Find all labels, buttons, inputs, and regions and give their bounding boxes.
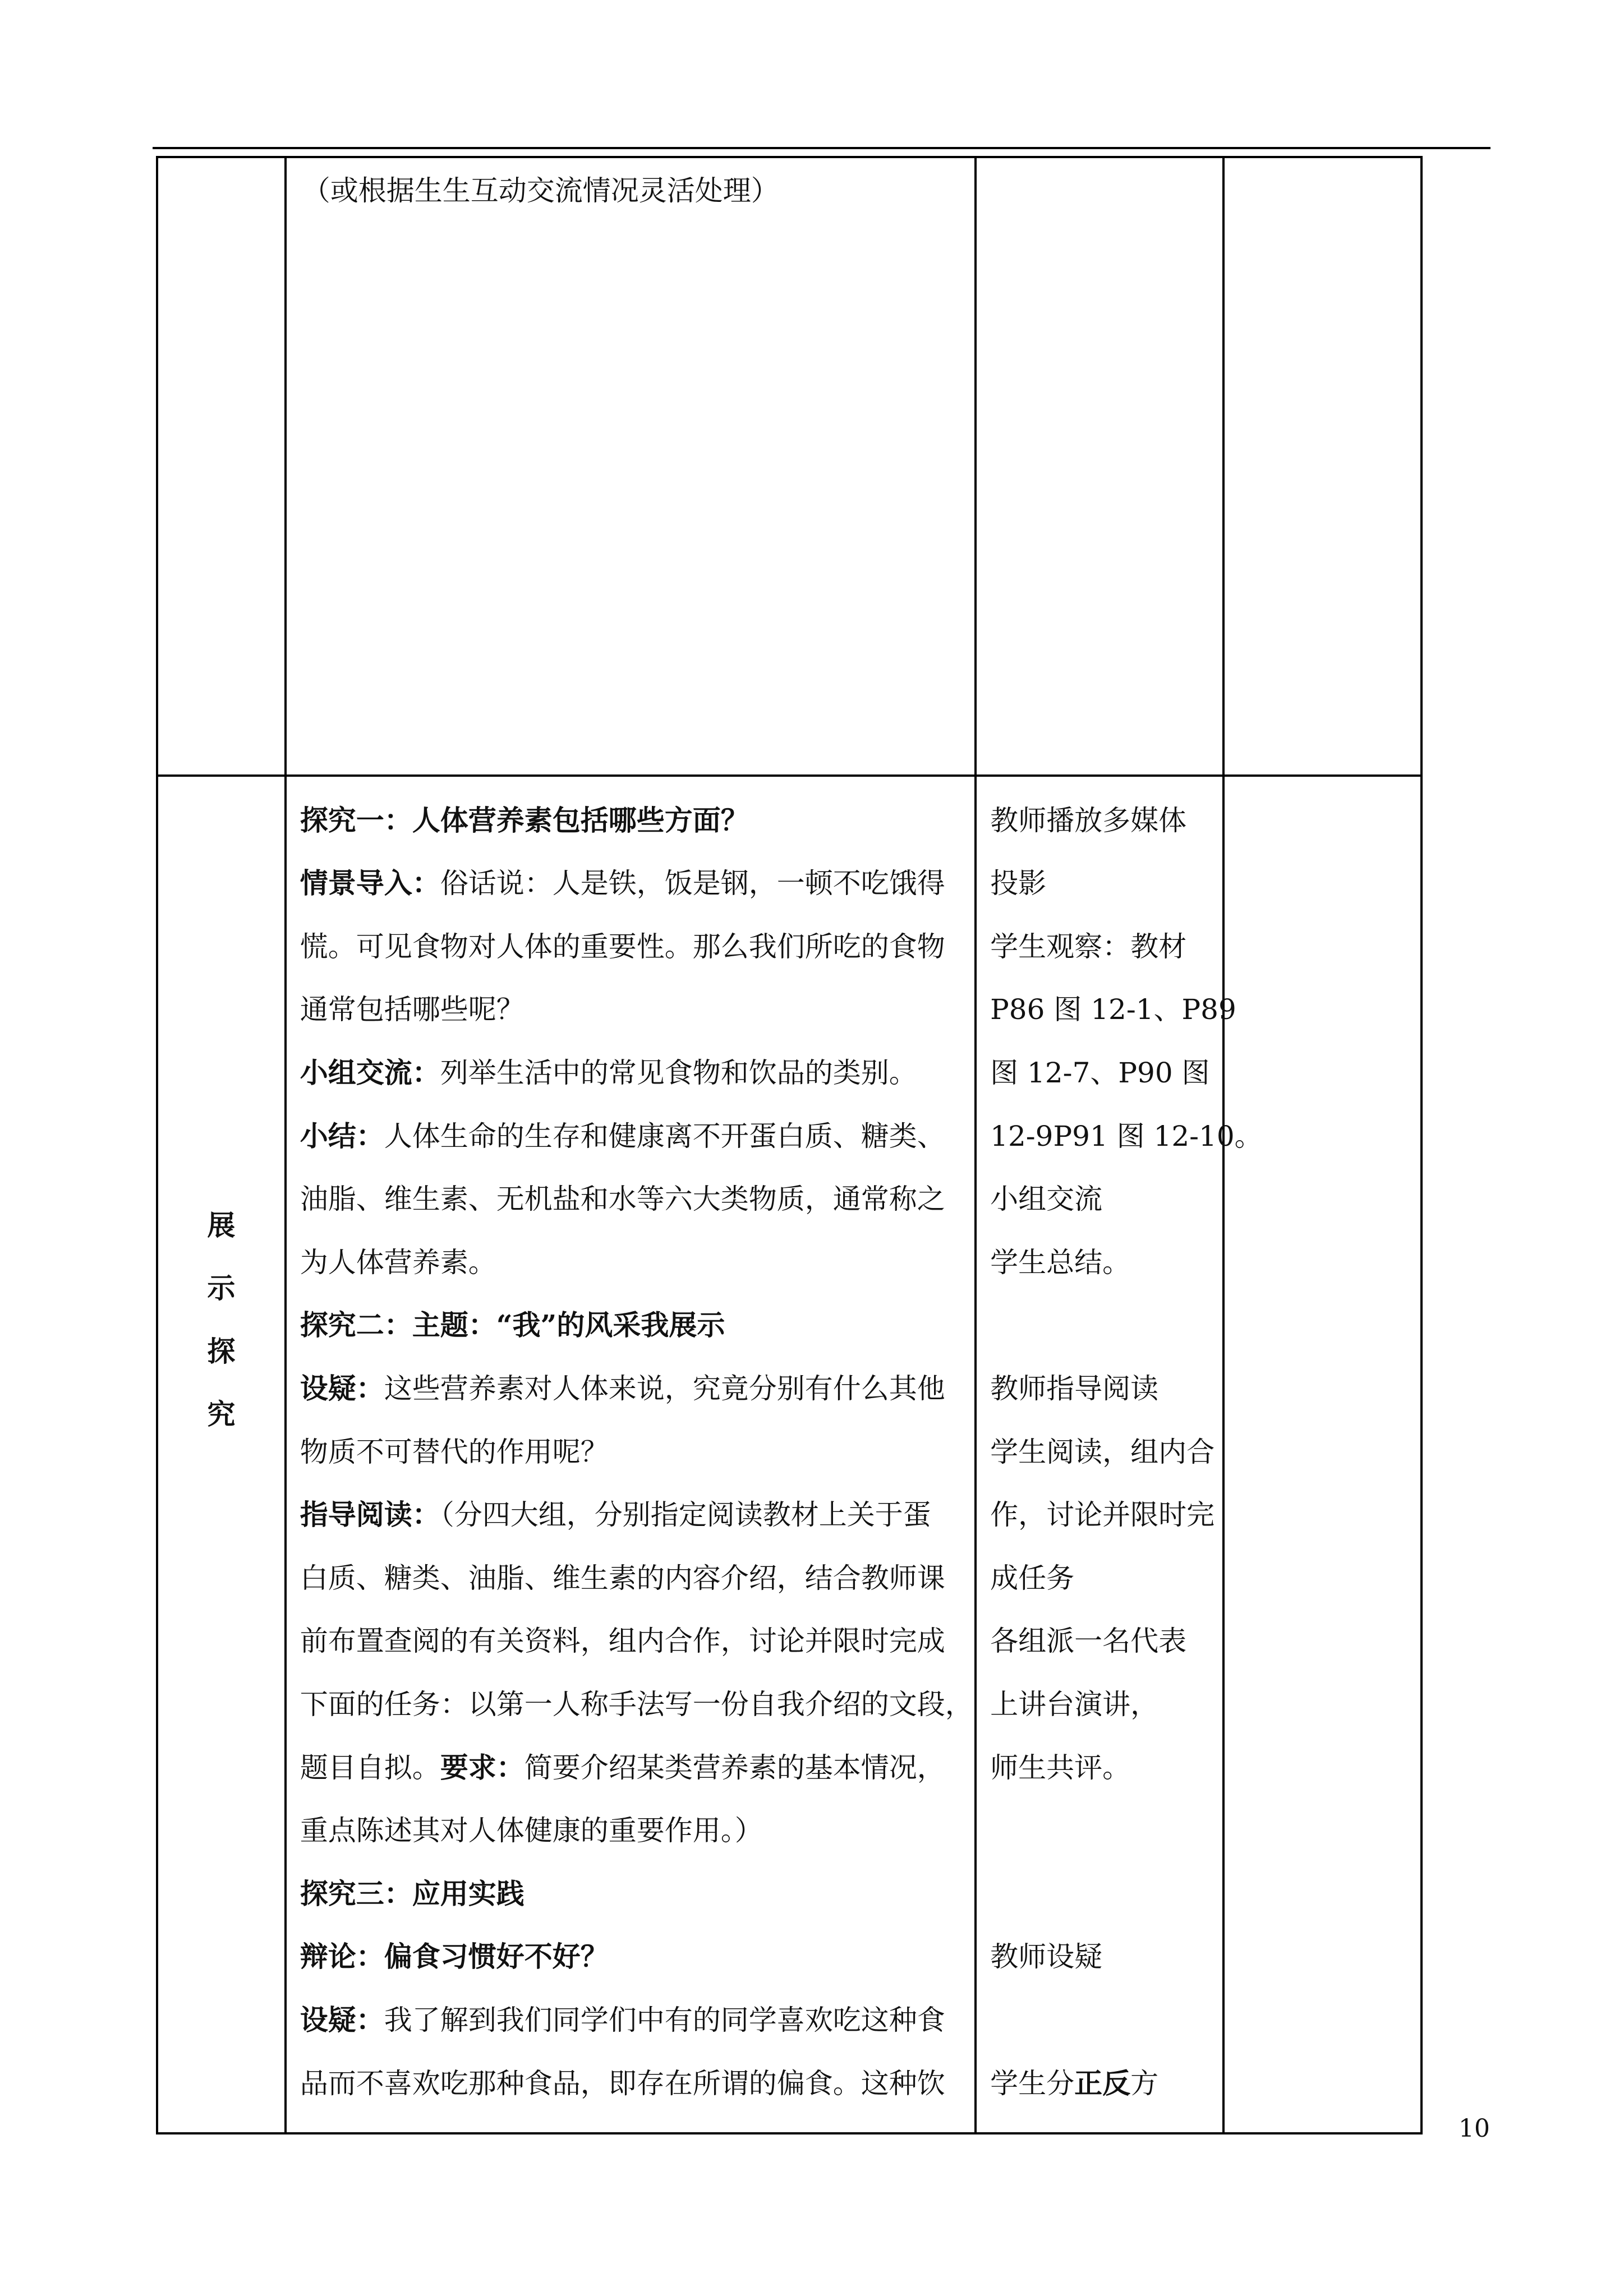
text-run: 学生观察：教材	[990, 930, 1187, 963]
content-line	[300, 1862, 974, 1926]
text-run: 我了解到我们同学们中有的同学喜欢吃这种食	[384, 2003, 945, 2036]
text-run: 各组派一名代表	[990, 1625, 1187, 1658]
text-run: 为人体营养素。	[300, 1246, 496, 1279]
text-run: 通常包括哪些呢？	[300, 993, 525, 1026]
text-run: 图 12-7、P90 图	[990, 1057, 1210, 1089]
activity-line	[990, 1547, 1222, 1610]
bold-text-run: 正反	[1074, 2066, 1131, 2100]
activity-line	[990, 1231, 1222, 1294]
text-run: 这些营养素对人体来说，究竟分别有什么其他	[384, 1372, 945, 1405]
text-run: 油脂、维生素、无机盐和水等六大类物质，通常称之	[300, 1183, 945, 1216]
activity-line	[990, 1610, 1222, 1673]
text-run: 俗话说：人是铁，饭是钢，一顿不吃饿得	[440, 867, 945, 900]
bold-text-run: 指导阅读：	[300, 1498, 440, 1532]
flexible-handling-note: （或根据生生互动交流情况灵活处理）	[302, 174, 779, 207]
content-line	[300, 1041, 974, 1105]
content-line	[300, 1105, 974, 1168]
content-line	[300, 852, 974, 915]
content-cell	[286, 776, 976, 2133]
activity-line	[990, 1294, 1222, 1357]
text-run: 教师设疑	[990, 1940, 1103, 1974]
bold-text-run: 探究三：应用实践	[300, 1877, 525, 1910]
activity-line	[990, 978, 1236, 1041]
activity-line	[990, 1862, 1222, 1926]
content-line	[300, 1357, 974, 1421]
content-line	[300, 1925, 974, 1989]
content-line	[300, 1547, 974, 1610]
content-line	[300, 1168, 974, 1231]
content-line	[300, 1421, 974, 1484]
bold-text-run: 要求：	[440, 1750, 525, 1784]
text-run: 物质不可替代的作用呢？	[300, 1435, 609, 1468]
text-run: P86 图 12-1、P89	[990, 993, 1236, 1026]
text-run: 前布置查阅的有关资料，组内合作，讨论并限时完成	[300, 1625, 945, 1658]
page-number: 10	[1459, 2114, 1490, 2143]
text-run: 列举生活中的常见食物和饮品的类别。	[440, 1057, 917, 1089]
bold-text-run: 探究二：主题：“我”的风采我展示	[300, 1308, 725, 1342]
text-run: 上讲台演讲，	[990, 1688, 1159, 1721]
content-cell	[286, 157, 976, 776]
activity-cell	[976, 776, 1263, 2133]
content-line	[300, 978, 974, 1041]
bold-text-run: 辩论：偏食习惯好不好？	[300, 1940, 609, 1974]
content-line	[300, 1673, 974, 1736]
activity-line	[990, 1041, 1222, 1105]
activity-line	[990, 1799, 1222, 1862]
text-run: 教师指导阅读	[990, 1372, 1159, 1405]
bold-text-run: 探究一：人体营养素包括哪些方面？	[300, 803, 749, 837]
text-run: 简要介绍某类营养素的基本情况，	[524, 1751, 945, 1784]
activity-line	[990, 1168, 1222, 1231]
activity-line	[990, 1483, 1222, 1547]
inquiry-content	[287, 777, 974, 2115]
content-line	[300, 789, 974, 852]
activity-line	[990, 1421, 1222, 1484]
activity-line	[990, 1357, 1222, 1421]
section-label-cell-empty	[157, 157, 286, 776]
section-label-char: 展	[207, 1208, 236, 1242]
section-label-char: 探	[207, 1334, 236, 1368]
section-label-char: 示	[207, 1271, 236, 1305]
text-run: 慌。可见食物对人体的重要性。那么我们所吃的食物	[300, 930, 945, 963]
text-run: 成任务	[990, 1561, 1075, 1594]
activity-line	[990, 2052, 1222, 2115]
section-label	[158, 777, 284, 1446]
text-run: 12-9P91 图 12-10。	[990, 1119, 1263, 1152]
text-run: 题目自拟。	[300, 1751, 440, 1784]
activity-cell	[976, 157, 1223, 776]
section-label-char: 究	[207, 1398, 236, 1431]
text-run: 小组交流	[990, 1183, 1103, 1216]
table-row	[157, 157, 1421, 776]
text-run: 教师播放多媒体	[990, 804, 1187, 837]
activity-line	[990, 1736, 1222, 1800]
content-line	[300, 1231, 974, 1294]
text-run: 作，讨论并限时完	[990, 1499, 1215, 1532]
teacher-student-activities	[977, 777, 1263, 2115]
activity-line	[990, 915, 1222, 979]
table-row	[157, 776, 1421, 2133]
content-line	[300, 1989, 974, 2052]
text-run: 白质、糖类、油脂、维生素的内容介绍，结合教师课	[300, 1561, 945, 1594]
bold-text-run: 设疑：	[300, 1371, 384, 1405]
content-line	[300, 915, 974, 979]
content-line	[300, 2052, 974, 2115]
text-run: 人体生命的生存和健康离不开蛋白质、糖类、	[384, 1119, 945, 1152]
text-run: 品而不喜欢吃那种食品，即存在所谓的偏食。这种饮	[300, 2067, 945, 2100]
activity-line	[990, 789, 1222, 852]
activity-line	[990, 1105, 1263, 1168]
text-run: 学生阅读，组内合	[990, 1435, 1215, 1468]
text-run: （分四大组，分别指定阅读教材上关于蛋	[440, 1499, 931, 1532]
text-run: 下面的任务：以第一人称手法写一份自我介绍的文段，	[300, 1688, 973, 1721]
content-line	[300, 1483, 974, 1547]
text-run: 重点陈述其对人体健康的重要作用。）	[300, 1814, 763, 1847]
content-line	[300, 1294, 974, 1357]
remarks-cell	[1223, 157, 1421, 776]
bold-text-run: 小组交流：	[300, 1056, 440, 1089]
header-rule	[153, 147, 1490, 149]
text-run: 师生共评。	[990, 1751, 1131, 1784]
bold-text-run: 小结：	[300, 1119, 384, 1152]
section-label-cell	[157, 776, 286, 2133]
bold-text-run: 设疑：	[300, 2003, 384, 2036]
text-run: 学生总结。	[990, 1246, 1131, 1279]
activity-line	[990, 1989, 1222, 2052]
activity-line	[990, 1673, 1222, 1736]
content-line	[300, 1610, 974, 1673]
content-line	[300, 1799, 974, 1862]
lesson-plan-table	[156, 156, 1423, 2134]
text-run: 方	[1130, 2067, 1159, 2100]
activity-line	[990, 1925, 1222, 1989]
content-line	[300, 1736, 974, 1800]
bold-text-run: 情景导入：	[300, 866, 440, 900]
activity-line	[990, 852, 1222, 915]
text-run: 投影	[990, 867, 1047, 900]
text-run: 学生分	[990, 2067, 1075, 2100]
remarks-cell	[1223, 776, 1421, 2133]
